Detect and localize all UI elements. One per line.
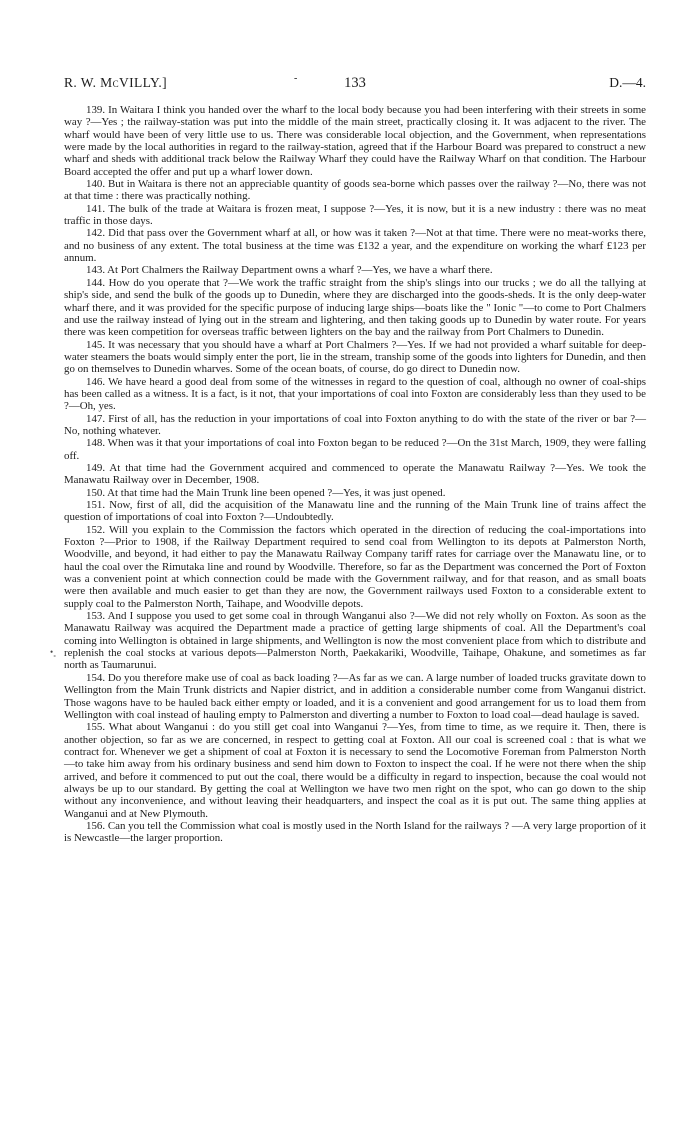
paragraph-141: 141. The bulk of the trade at Waitara is frozen meat, I suppose ?—Yes, it is now, but it is a new industry : there was no meat traffic in those days. — [64, 202, 646, 228]
paragraph-154: 154. Do you therefore make use of coal as back loading ?—As far as we can. A large number of loaded trucks gravitate down to Wellington from the Main Trunk districts and Napier district, and in addition a considerable number come from Wanganui district. Those wagons have to be hauled back either empty or loaded, and it is a convenient and good arrangement for us to load them from Wellington with coal instead of hauling empty to Palmerston and diverting a number to Foxton to load coal—dead haulage is saved. — [64, 671, 646, 721]
page-number: 133 — [344, 75, 366, 91]
paragraph-139: 139. In Waitara I think you handed over the wharf to the local body because you had been interfering with their streets in some way ?—Yes ; the railway-station was put into the middle of the main street, practically closing it. It was adjacent to the river. The wharf would have been of very little use to us. There was considerable local objection, and the Government, when representations were made by the local authorities in regard to the railway-station, agreed that if the Harbour Board was prepared to construct a new wharf and sheds with additional track below the Railway Wharf they could have the Railway Wharf on that condition. The Harbour Board accepted the offer and put up a wharf lower down. — [64, 104, 646, 178]
margin-mark: •˳ — [50, 647, 57, 657]
page-body — [64, 104, 646, 845]
paragraph-144: 144. How do you operate that ?—We work the traffic straight from the ship's slings into our trucks ; we do all the tallying at ship's side, and send the bulk of the goods up to Dunedin, where they are discharged into the goods-sheds. It is the only deep-water wharf there, and it was provided for the specific purpose of inducing large ships—boats like the " Ionic "—to come to Port Chalmers and use the railway instead of lying out in the stream and lightering, and then taking goods up to Dunedin by water route. For years there was keen competition for overseas traffic between lighters on the bay and the railway from Port Chalmers to Dunedin. — [64, 276, 646, 339]
witness-name: R. W. McVILLY.] — [64, 75, 168, 90]
paragraph-147: 147. First of all, has the reduction in your importations of coal into Foxton anything to do with the state of the river or bar ?—No, nothing whatever. — [64, 412, 646, 437]
document-reference: D.—4. — [609, 75, 646, 90]
paragraph-145: 145. It was necessary that you should have a wharf at Port Chalmers ?—Yes. If we had not provided a wharf suitable for deep-water steamers the boats would simply enter the port, lie in the stream, tranship some of the goods into lighters for Dunedin, and then go on themselves to Dunedin wharves. Some of the ocean boats, of course, do go direct to Dunedin now. — [64, 338, 646, 376]
paragraph-150: 150. At that time had the Main Trunk line been opened ?—Yes, it was just opened. — [86, 486, 446, 499]
paragraph-146: 146. We have heard a good deal from some of the witnesses in regard to the question of coal, although no owner of coal-ships has been called as a witness. It is a fact, is it not, that your importations of coal into Foxton are considerably less than they used to be ?—Oh, yes. — [64, 375, 646, 413]
paragraph-155: 155. What about Wanganui : do you still get coal into Wanganui ?—Yes, from time to time, as we require it. Then, there is another objection, so far as we are concerned, in respect to getting coal at Foxton. All our coal is screened coal : that is what we contract for. Whenever we get a shipment of coal at Foxton it is necessary to send the Locomotive Foreman from Palmerston North —to take him away from his ordinary business and send him down to Foxton to inspect the coal. If he were not there when the ship arrived, and before it commenced to put out the coal, there would be a difficulty in regard to inspection, because the coal would not always be up to our standard. By getting the coal at Wellington we have two men right on the spot, who can go down to the ship without any inconvenience, and without leaving their headquarters, and inspect the coal as it is put out. The same thing applies at Wanganui and at New Plymouth. — [64, 721, 646, 820]
paragraph-153: 153. And I suppose you used to get some coal in through Wanganui also ?—We did not rely wholly on Foxton. As soon as the Manawatu Railway was acquired the Department made a practice of getting large shipments of coal. All the Department's coal coming into Wellington is obtained in large shipments, and Wellington is now the most convenient place from which to distribute and replenish the coal stocks at various depots—Palmerston North, Paekakariki, Woodville, Taihape, Ohakune, and sometimes as far north as Taumarunui. — [64, 610, 646, 672]
header-mark: - — [294, 73, 298, 84]
paragraph-152: 152. Will you explain to the Commission the factors which operated in the direction of reducing the coal-importations into Foxton ?—Prior to 1908, if the Railway Department required to send coal from Wellington to its depots at Palmerston North, Woodville, and beyond, it had either to pay the Manawatu Railway Company tariff rates for carriage over the Manawatu line, or to haul the coal over the Rimutaka line and round by Woodville. Therefore, so far as the Department was concerned the Port of Foxton was a convenient point at which connection could be made with the Government railway, and for that reason, and as small boats were then available and much easier to get than they are now, the Government railways used Foxton to a considerable extent to supply coal to the Palmerston North, Taihape, and Woodville depots. — [64, 523, 646, 610]
paragraph-140: 140. But in Waitara is there not an appreciable quantity of goods sea-borne which passes over the railway ?—No, there was not at that time : there was practically nothing. — [64, 178, 646, 203]
paragraph-143: 143. At Port Chalmers the Railway Department owns a wharf ?—Yes, we have a wharf there. — [86, 264, 493, 277]
paragraph-142: 142. Did that pass over the Government wharf at all, or how was it taken ?—Not at that time. There were no meat-works there, and no business of any extent. The total business at the time was £132 a year, and the expenditure on working the wharf £123 per annum. — [64, 227, 646, 265]
paragraph-148: 148. When was it that your importations of coal into Foxton began to be reduced ?—On the 31st March, 1909, they were falling off. — [64, 437, 646, 462]
paragraph-149: 149. At that time had the Government acquired and commenced to operate the Manawatu Railway ?—Yes. We took the Manawatu Railway over in December, 1908. — [64, 461, 646, 487]
paragraph-151: 151. Now, first of all, did the acquisition of the Manawatu line and the running of the Main Trunk line of trains affect the question of importations of coal into Foxton ?—Undoubtedly. — [64, 499, 646, 524]
page-header — [64, 75, 646, 97]
paragraph-156: 156. Can you tell the Commission what coal is mostly used in the North Island for the railways ? —A very large proportion of it is Newcastle—the larger proportion. — [64, 819, 646, 845]
